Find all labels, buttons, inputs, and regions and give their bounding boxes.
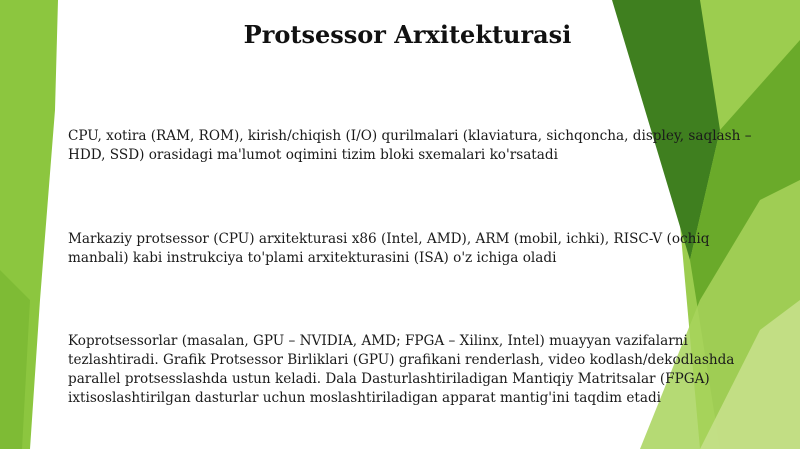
paragraph-coprocessors: Koprotsessorlar (masalan, GPU – NVIDIA, AMD; FPGA – Xilinx, Intel) muayyan vazifalarni tezlashtiradi. Grafik Protsessor Birliklari (GPU) grafikani renderlash, video kodlash/dekodlashda parallel protsesslashda ustun keladi. Dala Dasturlashtiriladigan Mantiqiy Matritsalar (FPGA) ixtisoslashtirilgan dasturlar uchun moslashtiriladigan apparat mantig'ini taqdim etadi xyxy=(68,333,735,406)
paragraph-system-blocks: CPU, xotira (RAM, ROM), kirish/chiqish (I/O) qurilmalari (klaviatura, sichqoncha, displey, saqlash – HDD, SSD) orasidagi ma'lumot oqimini tizim bloki sxemalari ko'rsatadi xyxy=(68,128,752,163)
slide-title: Protsessor Arxitekturasi xyxy=(243,20,572,49)
paragraph-cpu-architecture: Markaziy protsessor (CPU) arxitekturasi x86 (Intel, AMD), ARM (mobil, ichki), RISC-V (ochiq manbali) kabi instrukciya to'plami arxitekturasini (ISA) o'z ichiga oladi xyxy=(68,231,710,266)
